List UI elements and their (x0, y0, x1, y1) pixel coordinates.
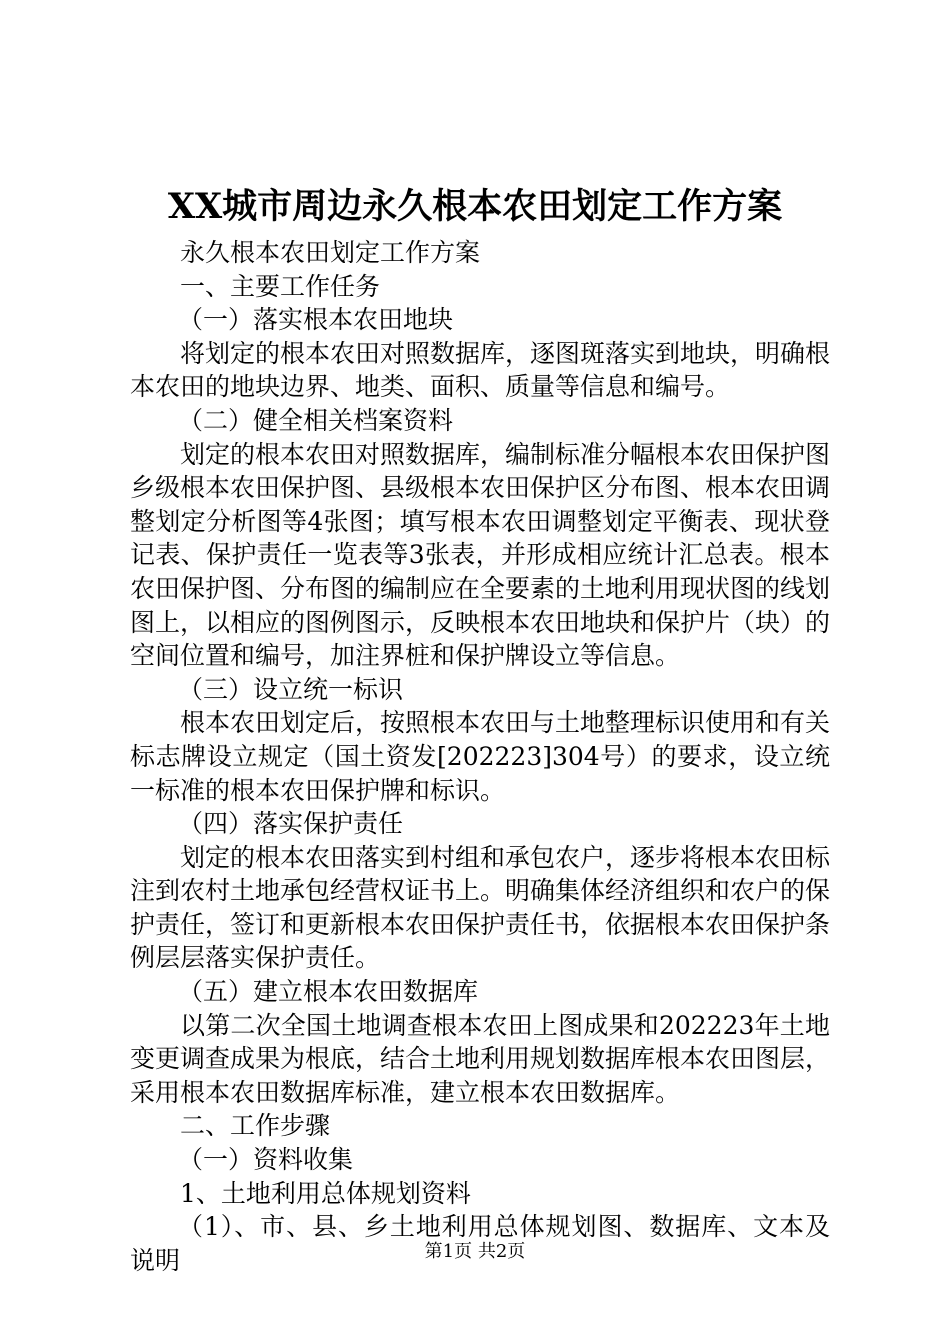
heading-subsection-1-1: （一）落实根本农田地块 (178, 305, 454, 335)
paragraph-text: （1）、市、县、乡土地利用总体规划图、数据库、文本及说明 (130, 1212, 830, 1275)
heading-item-1: 1、土地利用总体规划资料 (180, 1178, 471, 1208)
document-title: XX城市周边永久根本农田划定工作方案 (167, 186, 783, 227)
heading-subsection-1-2: （二）健全相关档案资料 (178, 405, 454, 435)
page-footer: 第1页 共2页 (424, 1241, 526, 1262)
paragraph-subtitle: 永久根本农田划定工作方案 (180, 238, 481, 267)
paragraph-text: 根本农田划定后，按照根本农田与土地整理标识使用和有关标志牌设立规定（国土资发[202223]304号）的要求，设立统一标准的根本农田保护牌和标识。 (130, 708, 831, 805)
heading-subsection-2-1: （一）资料收集 (178, 1145, 354, 1175)
paragraph-text: 将划定的根本农田对照数据库，逐图斑落实到地块，明确根本农田的地块边界、地类、面积、质量等信息和编号。 (130, 338, 831, 402)
heading-section-1: 一、主要工作任务 (180, 271, 381, 301)
paragraph-text: 以第二次全国土地调查根本农田上图成果和202223年土地变更调查成果为根底，结合土地利用规划数据库根本农田图层，采用根本农田数据库标准，建立根本农田数据库。 (130, 1010, 831, 1107)
paragraph-text: 划定的根本农田对照数据库，编制标准分幅根本农田保护图乡级根本农田保护图、县级根本农田保护区分布图、根本农田调整划定分析图等4张图；填写根本农田调整划定平衡表、现状登记表、保护责任一览表等3张表，并形成相应统计汇总表。根本农田保护图、分布图的编制应在全要素的土地利用现状图的线划图上，以相应的图例图示，反映根本农田地块和保护片（块）的空间位置和编号，加注界桩和保护牌设立等信息。 (130, 439, 831, 671)
document-body (130, 236, 830, 1277)
heading-subsection-1-5: （五）建立根本农田数据库 (178, 977, 479, 1007)
paragraph-text: 划定的根本农田落实到村组和承包农户，逐步将根本农田标注到农村土地承包经营权证书上。明确集体经济组织和农户的保护责任，签订和更新根本农田保护责任书，依据根本农田保护条例层层落实保护责任。 (130, 842, 831, 973)
heading-subsection-1-4: （四）落实保护责任 (178, 809, 404, 839)
heading-section-2: 二、工作步骤 (180, 1111, 331, 1141)
heading-subsection-1-3: （三）设立统一标识 (178, 674, 404, 704)
